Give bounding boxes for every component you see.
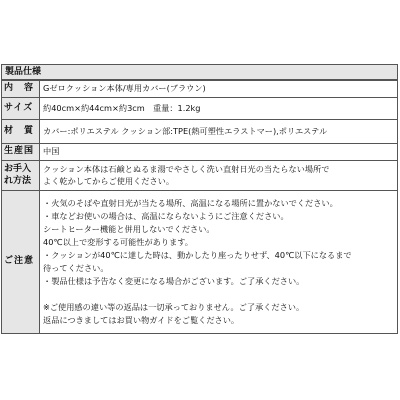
value-line: ・火気のそばや直射日光が当たる場所、高温になる場所に置かないでください。 — [43, 198, 338, 209]
row-value-size — [40, 98, 398, 120]
spec-row-contents — [2, 81, 398, 98]
spec-row-material — [2, 120, 398, 144]
row-label-contents: 内 容 — [2, 81, 40, 98]
value-line: ・クッションが40℃に達した時は、動かしたり座ったりせず、40℃以下になるまで — [43, 250, 352, 261]
value-line: 待ってください。 — [43, 262, 109, 273]
spec-table — [1, 80, 398, 334]
value-line: ・製品仕様は予告なく変更になる場合がございます。ご了承ください。 — [43, 275, 305, 286]
value-line: 中国 — [43, 146, 60, 157]
value-line: 返品につきましてはお買い物ガイドをご覧ください。 — [43, 314, 240, 325]
value-line: 約40cm×約44cm×約3cm 重量：1.2kg — [43, 102, 201, 113]
value-line-blank — [43, 288, 394, 301]
value-line: ・車などお使いの場合は、高温にならないようにご注意ください。 — [43, 211, 289, 222]
row-value-country — [40, 144, 398, 161]
spec-title: 製品仕様 — [1, 64, 398, 80]
row-value-caution — [40, 191, 398, 334]
row-label-care — [2, 161, 40, 191]
row-value-material — [40, 120, 398, 144]
row-value-contents — [40, 81, 398, 98]
label-line: お手入 — [4, 164, 32, 174]
value-line: よく乾かしてからご使用ください。 — [43, 175, 175, 186]
value-line: シートヒーター機能と併用しないでください。 — [43, 224, 215, 235]
value-line: 40℃以上で変形する可能性があります。 — [43, 237, 193, 248]
spec-row-caution — [2, 191, 398, 334]
row-label-country: 生産国 — [2, 144, 40, 161]
row-label-caution: ご注意 — [2, 191, 40, 334]
value-line: カバー:ポリエステル クッション部:TPE(熱可塑性エラストマー),ポリエステル — [43, 125, 328, 136]
spec-row-care — [2, 161, 398, 191]
row-label-size: サイズ — [2, 98, 40, 120]
value-line: クッション本体は石鹸とぬるま湯でやさしく洗い直射日光の当たらない場所で — [43, 164, 330, 174]
spec-row-size — [2, 98, 398, 120]
row-label-material: 材 質 — [2, 120, 40, 144]
spec-row-country — [2, 144, 398, 161]
value-line: ※ご使用感の違い等の返品は一切承っておりません。ご了承ください。 — [43, 301, 305, 312]
label-line: れ方法 — [4, 175, 32, 186]
value-line: Gゼロクッション本体/専用カバー(ブラウン) — [43, 83, 206, 94]
row-value-care — [40, 161, 398, 191]
